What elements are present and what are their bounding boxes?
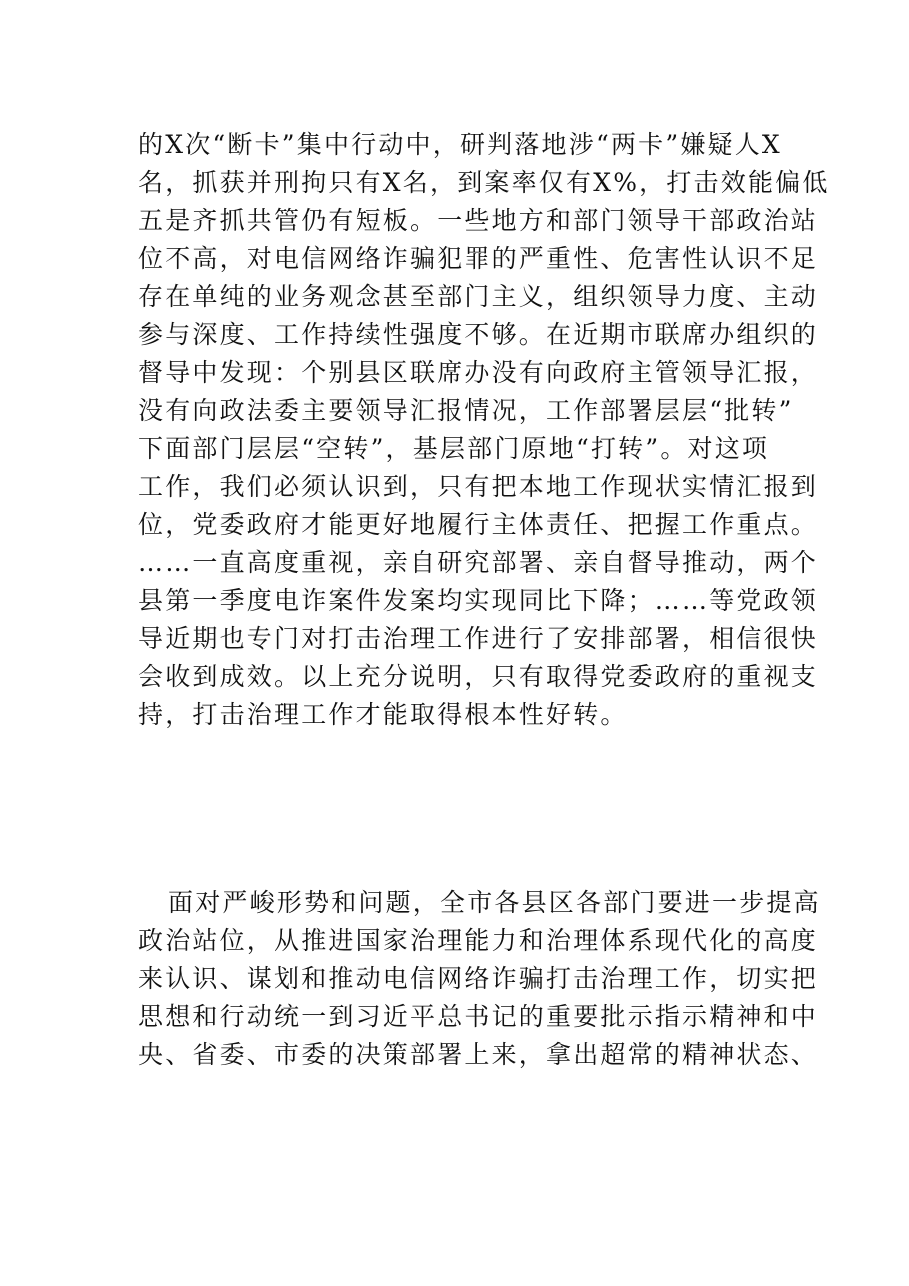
text-line: 没有向政法委主要领导汇报情况，工作部署层层“批转”: [138, 396, 794, 425]
text-line: 下面部门层层“空转”，基层部门原地“打转”。对这项: [138, 434, 770, 463]
text-line: 县第一季度电诈案件发案均实现同比下降；……等党政领: [138, 586, 819, 615]
text-line: 面对严峻形势和问题，全市各县区各部门要进一步提高: [168, 888, 821, 917]
text-line: 督导中发现：个别县区联席办没有向政府主管领导汇报，: [138, 358, 819, 387]
text-line: 位，党委政府才能更好地履行主体责任、把握工作重点。: [138, 510, 819, 539]
paragraph-1: [138, 126, 830, 734]
text-line: 央、省委、市委的决策部署上来，拿出超常的精神状态、: [138, 1040, 819, 1069]
paragraph-2: [138, 884, 821, 1074]
text-line: 持，打击治理工作才能取得根本性好转。: [138, 700, 628, 729]
text-line: 参与深度、工作持续性强度不够。在近期市联席办组织的: [138, 320, 819, 349]
text-line: 来认识、谋划和推动电信网络诈骗打击治理工作，切实把: [138, 964, 819, 993]
text-line: 的X次“断卡”集中行动中，研判落地涉“两卡”嫌疑人X: [138, 130, 782, 159]
text-line: ……一直高度重视，亲自研究部署、亲自督导推动，两个: [138, 548, 819, 577]
text-line: 位不高，对电信网络诈骗犯罪的严重性、危害性认识不足: [138, 244, 819, 273]
text-line: 导近期也专门对打击治理工作进行了安排部署，相信很快: [138, 624, 819, 653]
text-line: 五是齐抓共管仍有短板。一些地方和部门领导干部政治站: [138, 206, 819, 235]
text-line: 存在单纯的业务观念甚至部门主义，组织领导力度、主动: [138, 282, 819, 311]
text-line: 名，抓获并刑拘只有X名，到案率仅有X%，打击效能偏低: [138, 168, 830, 197]
text-line: 工作，我们必须认识到，只有把本地工作现状实情汇报到: [138, 472, 819, 501]
text-line: 会收到成效。以上充分说明，只有取得党委政府的重视支: [138, 662, 819, 691]
text-line: 政治站位，从推进国家治理能力和治理体系现代化的高度: [138, 926, 819, 955]
text-line: 思想和行动统一到习近平总书记的重要批示指示精神和中: [138, 1002, 819, 1031]
